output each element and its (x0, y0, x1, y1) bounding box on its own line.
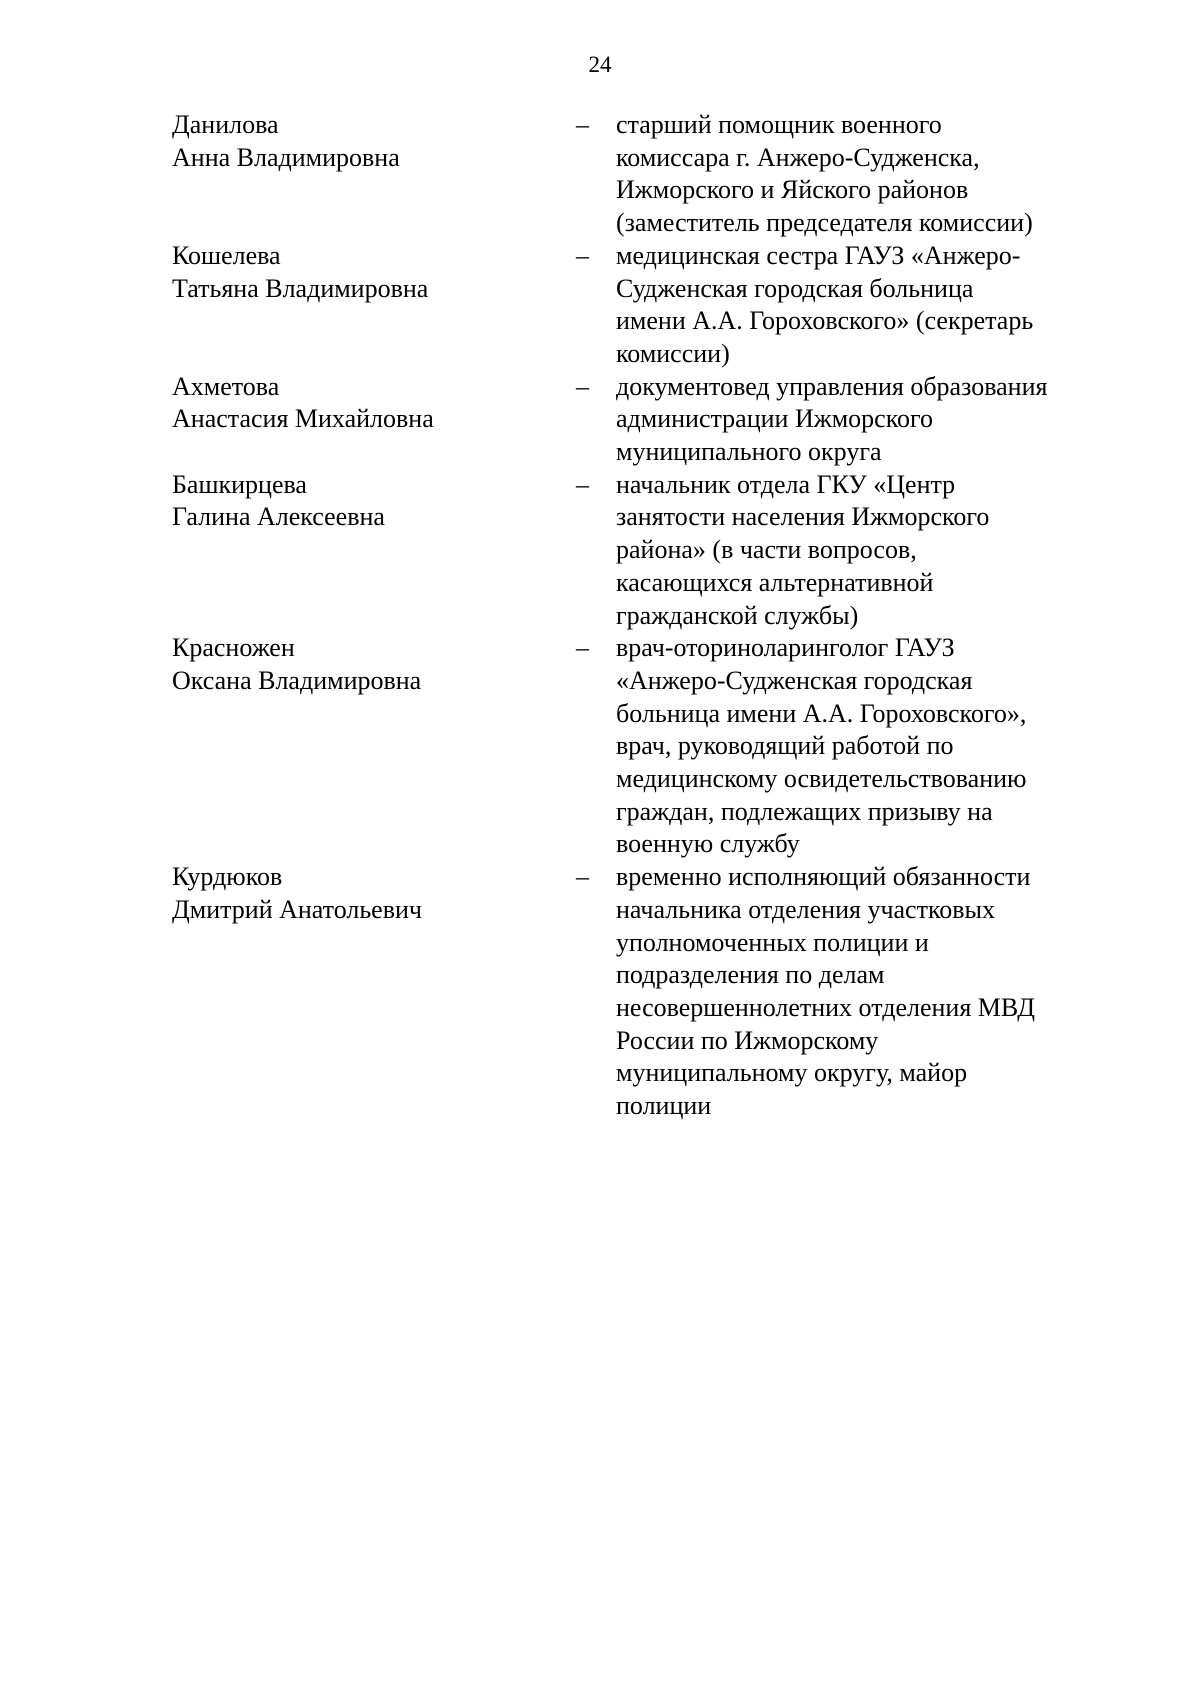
position-line: муниципального округа (616, 437, 882, 467)
member-position (616, 240, 1096, 371)
position-line: временно исполняющий обязанности (616, 862, 1031, 892)
position-line: «Анжеро-Судженская городская (616, 665, 973, 695)
position-line: старший помощник военного (616, 110, 942, 139)
member-position (616, 469, 1096, 633)
member-name (172, 861, 576, 926)
member-surname: Курдюков (172, 862, 283, 892)
position-line: России по Ижморскому (616, 1025, 879, 1055)
position-line: занятости населения Ижморского (616, 502, 990, 532)
commission-members-list (172, 109, 1102, 1123)
position-line: Ижморского и Яйского районов (616, 175, 969, 205)
member-dash: – (576, 110, 589, 139)
member-surname: Кошелева (172, 240, 281, 270)
position-line: гражданской службы) (616, 600, 859, 630)
position-line: начальника отделения участковых (616, 894, 996, 924)
member-name (172, 371, 576, 436)
position-line: Судженская городская больница (616, 273, 974, 303)
position-line: имени А.А. Гороховского» (секретарь (616, 306, 1034, 336)
member-surname: Ахметова (172, 371, 280, 401)
position-line: касающихся альтернативной (616, 567, 934, 597)
member-surname: Красножен (172, 633, 295, 663)
member-entry (172, 109, 1102, 240)
member-dash: – (576, 240, 589, 270)
member-entry (172, 861, 1102, 1123)
position-line: врач, руководящий работой по (616, 731, 954, 761)
member-position (616, 861, 1096, 1123)
position-line: администрации Ижморского (616, 404, 934, 434)
position-line: медицинская сестра ГАУЗ «Анжеро- (616, 240, 1021, 270)
position-line: врач-оториноларинголог ГАУЗ (616, 633, 955, 663)
member-position (616, 109, 1096, 240)
member-given-names: Оксана Владимировна (172, 665, 422, 695)
position-line: подразделения по делам (616, 960, 885, 990)
member-dash: – (576, 862, 589, 892)
member-name (172, 469, 576, 534)
member-surname: Данилова (172, 110, 279, 139)
member-position (616, 371, 1096, 469)
member-position (616, 632, 1096, 861)
member-given-names: Анастасия Михайловна (172, 404, 434, 434)
member-name (172, 109, 576, 174)
member-given-names: Дмитрий Анатольевич (172, 894, 422, 924)
position-line: военную службу (616, 829, 800, 859)
member-entry (172, 371, 1102, 469)
position-line: уполномоченных полиции и (616, 927, 929, 957)
member-surname: Башкирцева (172, 469, 307, 499)
position-line: несовершеннолетних отделения МВД (616, 992, 1036, 1022)
member-entry (172, 240, 1102, 371)
member-name (172, 632, 576, 697)
position-line: муниципальному округу, майор (616, 1058, 968, 1088)
member-given-names: Галина Алексеевна (172, 502, 385, 532)
position-line: документовед управления образования (616, 371, 1048, 401)
position-line: больница имени А.А. Гороховского», (616, 698, 1027, 728)
member-entry (172, 469, 1102, 633)
member-name (172, 240, 576, 305)
position-line: граждан, подлежащих призыву на (616, 796, 993, 826)
position-line: комиссара г. Анжеро-Судженска, (616, 142, 980, 172)
page-number: 24 (588, 52, 612, 77)
member-given-names: Татьяна Владимировна (172, 273, 429, 303)
member-entry (172, 632, 1102, 861)
position-line: полиции (616, 1091, 712, 1121)
member-dash: – (576, 371, 589, 401)
position-line: (заместитель председателя комиссии) (616, 208, 1033, 238)
member-given-names: Анна Владимировна (172, 142, 400, 172)
member-dash: – (576, 633, 589, 663)
position-line: района» (в части вопросов, (616, 535, 917, 565)
member-dash: – (576, 469, 589, 499)
position-line: начальник отдела ГКУ «Центр (616, 469, 956, 499)
position-line: медицинскому освидетельствованию (616, 764, 1027, 794)
position-line: комиссии) (616, 338, 730, 368)
